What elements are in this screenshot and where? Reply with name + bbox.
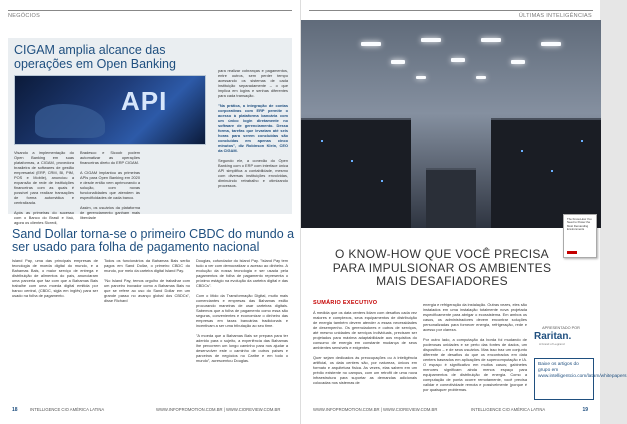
- server-rack-left: [301, 118, 411, 228]
- left-page: [0, 0, 300, 424]
- datacenter-photo: [301, 20, 601, 228]
- ceiling-light: [481, 38, 501, 42]
- footer-url[interactable]: WWW.INFOPROMOTION.COM.BR | WWW.CIOREVIEW.COM.BR: [313, 407, 438, 412]
- ceiling-light: [451, 58, 465, 62]
- ceiling-light: [541, 42, 561, 46]
- wp-col2: energia e refrigeração da instalação. Outras vezes, eles são instalados em uma instalação totalmente nova projetada especificamente para abrigar o ecossistema. Em ambos os casos, os administradores devem encontrar soluções personalizadas para fornecer energia, refrigeração, rede e acesso por clareza. Por outro lado, a computação da borda foi mudando de poderosas unidades e se perto das fontes de dados, um dispositivo – e de seus usuários. Mas isso traz um conjunto diferente de desafios do que os encontrados em data centers baseados em aplicações de supercomputação e IA. O espaço é significativo em muitos casos; gabinetes menores significam ainda menos espaço para equipamentos de distribuição de energia. Como a computação de ponta ocorre remotamente, você precisa validar e conectividade remota e possivelmente (porque é por quaisquer problemas.: [423, 302, 527, 392]
- section-label: NEGÓCIOS: [8, 13, 41, 19]
- wp-col1: À medida que os data centers lidam com desafios cada vez maiores e complexos, seus equipamentos de distribuição de energia também devem atender a essas necessidades de desempenho. Os gerenciadores e outros de serviços, até mesmo unidades de serviços individuais, precisam ser projetados para máxima adaptabilidade aos requisitos do consumo de energia em constante mudança de seus ambientes sensíveis e exigentes. Quer sejam dedicados às preocupações ou à inteligência artificial, os data centers são, por natureza, únicos em formato e arquitetura física. As vezes, elas sabem em um prédio existente no campus, com um retrofit de uma nova infraestrutura para suportar as demandas adicionais colocadas nos sistemas de: [313, 310, 417, 385]
- article2-col1: Island Pay, uma das principais empresas de tecnologia de moeda digital do mundo, e a Bahamas Bais, o maior serviço de entrega e distribuição de alimentos do país, anunciaram uma parceria que faz com que a Bahamas Bais trabalhe com uma moeda digital emitida por banco central, (CBDC, sigla em inglês) para ser usado na folha de pagamento.: [12, 258, 98, 298]
- article-col2: Bradesco e Sicoob podem automatizar as operações financeiras direto do ERP CIGAM. A CIGAM implantou as primeiras APIs para Open Banking em 2020 e desde então vem aprimorando a solução, com novas funcionalidades que atendem às especificidades de cada banco. Assim, os usuários da plataforma de gerenciamento ganham mais liberdade: [80, 150, 140, 220]
- article-headline: CIGAM amplia alcance das operações em Open Banking: [14, 43, 176, 71]
- article-col3: para realizar cobranças e pagamentos, entre outros, sem perder tempo acessando os sistemas de cada instituição separadamente – o que implica em logins e senhas diferentes para cada transação. "Na prática, a integração de contas corporativas com ERP permite o acesso à plataforma bancária com um único login diretamente no software de gerenciamento. Dessa forma, tarefas que levariam até seis horas para serem concluídas são concluídas em apenas cinco minutos", diz Robinson Klein, CEO da CIGAM. Segundo ele, a conexão do Open Banking com o ERP com interface única API simplifica a contabilidade, mesmo com diversas instituições envolvidas, diminuindo retrabalho e otimizando processos.: [218, 68, 288, 188]
- hand-graphic: [35, 104, 105, 138]
- article-col1: Visando a implementação do Open Banking em suas plataformas, a CIGAM, provedora brasileira de softwares de gestão empresarial (ERP, CRM, BI, PIM, POS e Mobile), anunciou a expansão de rede de instituições financeiras com as quais é possível para realizar transações de forma automática e centralizada. Após as primeiras do sucesso com o Banco do Brasil e Itaú, agora os clientes Sicredi,: [14, 150, 74, 225]
- sponsor-tagline: A brand of Legrand: [539, 342, 565, 346]
- ceiling-light: [476, 76, 486, 79]
- pull-quote: "Na prática, a integração de contas corporativas com ERP permite o acesso à plataforma bancária com um único login diretamente no software de gerenciamento. Dessa forma, tarefas que levariam até seis horas para serem concluídas são concluídas em apenas cinco minutos", diz Robinson Klein, CEO da CIGAM.: [218, 103, 288, 153]
- footer-brand: INTELLIGENCE CIO AMÉRICA LATINA: [30, 407, 105, 412]
- cover-accent: [567, 251, 577, 254]
- right-page: [300, 0, 627, 424]
- sponsor-label: APRESENTADO POR: [542, 326, 580, 330]
- page-number: 19: [582, 407, 588, 413]
- article2-headline: Sand Dollar torna-se o primeiro CBDC do mundo a ser usado para folha de pagamento nacional: [12, 227, 295, 254]
- whitepaper-headline: O KNOW-HOW QUE VOCÊ PRECISA PARA IMPULSIONAR OS AMBIENTES MAIS DESAFIADORES: [332, 247, 552, 288]
- server-rack-back: [426, 168, 476, 228]
- ceiling-light: [361, 42, 381, 46]
- ceiling-light: [511, 60, 525, 64]
- ceiling-light: [391, 60, 405, 64]
- top-rule: [8, 10, 292, 18]
- exec-summary-label: SUMÁRIO EXECUTIVO: [313, 300, 378, 306]
- download-cta[interactable]: Baixe os artigos do grupo em www.intelligentcio.com/latam/whitepapers: [534, 358, 594, 400]
- whitepaper-cover: The Know-How You Need to Power the Most Demanding Environments: [563, 214, 597, 258]
- image-caption-text: API: [121, 86, 168, 116]
- footer-url[interactable]: WWW.INFOPROMOTION.COM.BR | WWW.CIOREVIEW.COM.BR: [156, 407, 281, 412]
- footer-brand: INTELLIGENCE CIO AMÉRICA LATINA: [471, 407, 546, 412]
- sponsor-logo: Raritan.: [534, 331, 572, 342]
- server-rack-right: [491, 118, 601, 228]
- page-number: 18: [12, 407, 18, 413]
- ceiling-light: [416, 76, 426, 79]
- section-label: ÚLTIMAS INTELIGÊNCIAS: [518, 13, 592, 19]
- article2-col3: Douglas, cofundador do Island Pay. "Island Pay tem tudo a ver com democratizar o acesso ao dinheiro. A evolução da nossa tecnologia e ser usada pela pagamentos de folha de pagamento representa o próximo estágio na evolução da carteira digital e das CBDCs". Com o lítido da Transformação Digital, muito mais comerciantes e empresas das Bahamas estão procurando maneiras de usar carteiras digitais. Sabemos que a folha de pagamento como essa são seguras, convenientes e economizar o dinheiro das empresas em taxas bancárias tradicionais e incentivam a ser uma tributação ao seu time. "A moeda que a Bahamas Bais se prepara para ter aderido para o sujeito, a experiência das Bahamas lhe percorrem um longo caminho para nos ajudar a desenvolver este o caminho de outros países e parceiros de negócios no Caribe e em todo o mundo", acrescentou Douglas.: [196, 258, 288, 363]
- ceiling-light: [421, 38, 441, 42]
- article-image: [14, 75, 206, 145]
- article2-col2: Todos os funcionários da Bahamas Bais serão pagos em Sand Dollar, o primeiro CBDC do mundo, por meio da carteira digital Island Pay. "No Island Pay, temos orgulho de trabalhar com um parceiro inovador como a Bahamas Bais no que se refere ao uso do Sand Dollar em um grande passo no avanço global dos CBDCs", disse Richard: [104, 258, 190, 303]
